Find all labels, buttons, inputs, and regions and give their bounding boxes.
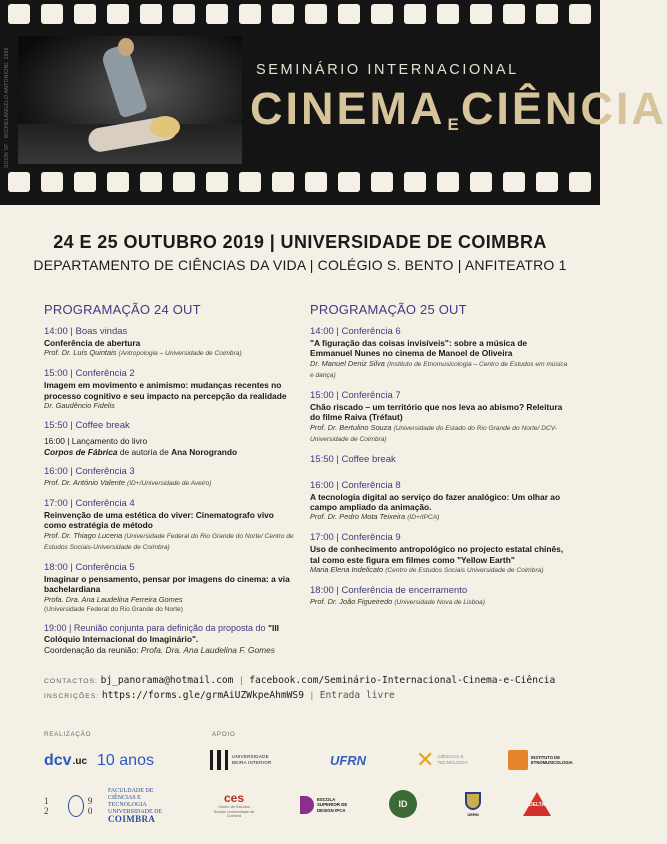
crest-shield-icon: [465, 792, 481, 810]
item-title: Uso de conhecimento antropológico no projecto estatal chinês, tal como este figura em filmes como "Yellow Earth": [310, 544, 564, 565]
program-item: [310, 454, 570, 466]
book-author: Ana Norogrando: [171, 446, 238, 457]
photo-credit: SOON SF · MICHELANGELO ANTONIONI, 1966: [4, 47, 10, 168]
ipca-logo-text: ESCOLA SUPERIOR DE DESIGN IPCA: [317, 796, 348, 813]
item-affiliation: (Universidade Federal do Rio Grande do Norte/ Centro de Estudos Sociais-Universidade de Coimbra): [44, 532, 294, 551]
item-time: 14:00 | Boas vindas: [44, 326, 128, 337]
program-item: [310, 532, 570, 576]
item-time: 17:00 | Conferência 4: [44, 498, 135, 510]
coordination-label: Coordenação da reunião:: [44, 644, 141, 655]
film-perforation: [173, 4, 195, 24]
seminar-title: [250, 84, 667, 150]
item-speaker: Prof. Dr. Thiago Lucena: [44, 530, 123, 540]
item-description: Reunião conjunta para definição da proposta do: [73, 622, 269, 633]
program-item: [44, 326, 294, 359]
film-perforation: [272, 172, 294, 192]
uern-crest-logo: [463, 790, 483, 818]
film-perforation: [536, 4, 558, 24]
item-time: 16:00 | Conferência 8: [310, 479, 401, 491]
crest-label: UERN: [467, 811, 479, 817]
film-perforation: [503, 4, 525, 24]
item-speaker: Prof. Dr. António Valente: [44, 478, 125, 488]
divider: |: [310, 690, 314, 701]
ces-logo-text: ces: [223, 791, 245, 806]
uc-year-left: 1 2: [44, 796, 55, 816]
seminar-subtitle: SEMINÁRIO INTERNACIONAL: [256, 62, 519, 78]
item-title: Imaginar o pensamento, pensar por imagens do cinema: a via bachelardiana: [44, 573, 290, 595]
item-speaker: Prof. Dr. Pedro Mota Teixeira: [310, 512, 406, 522]
uc-logo: [44, 787, 164, 824]
film-perforation: [41, 4, 63, 24]
uc-faculty: FACULDADE DE CIÊNCIAS E TECNOLOGIA: [108, 787, 154, 808]
contact-email-link[interactable]: bj_panorama@hotmail.com: [100, 675, 234, 686]
ciencias-tecnologia-logo: [416, 748, 474, 772]
contacts-label: CONTACTOS:: [44, 678, 98, 685]
item-time: 15:50 | Coffee break: [44, 420, 130, 432]
uc-name: COIMBRA: [108, 813, 156, 824]
item-title: Imagem em movimento e animismo: mudanças recentes no processo cognitivo e seu impacto na percepção da realidade: [44, 380, 287, 401]
id-roundel-logo: ID: [389, 790, 417, 818]
film-perforation: [206, 172, 228, 192]
coordination-name: Profa. Dra. Ana Laudelina F. Gomes: [140, 644, 275, 655]
item-title: Reinvenção de uma estética do viver: Cinematografo vivo como estratégia de método: [44, 510, 274, 531]
film-perforation: [173, 172, 195, 192]
film-perforation: [437, 4, 459, 24]
uc-seal-icon: [68, 795, 84, 817]
item-speaker: Prof. Dr. João Figueiredo: [310, 597, 393, 607]
film-perforation: [404, 172, 426, 192]
item-title: Chão riscado – um território que nos leva ao abismo? Releitura do filme Raiva (Tréfaut): [310, 401, 563, 423]
title-e: E: [447, 115, 459, 134]
film-perforation: [239, 172, 261, 192]
film-perforation: [569, 172, 591, 192]
dcv-anniversary: 10 anos: [97, 752, 154, 769]
film-perforation: [404, 4, 426, 24]
film-perforation: [140, 4, 162, 24]
program-day-1-heading: PROGRAMAÇÃO 24 OUT: [44, 302, 201, 317]
delta-label: DELTA: [529, 802, 545, 808]
program-item: [44, 436, 294, 457]
delta-logo: [522, 790, 552, 818]
book-title: Corpos de Fábrica: [44, 446, 118, 457]
item-time: 19:00 |: [44, 622, 74, 633]
item-affiliation: (Universidade Federal do Rio Grande do Norte): [44, 605, 183, 613]
film-perforation: [338, 172, 360, 192]
ces-logo-subtitle: Centro de Estudos Sociais Universidade de Coimbra: [213, 805, 255, 819]
program-day-1: [44, 302, 294, 664]
film-perforation: [371, 172, 393, 192]
film-perforation: [536, 172, 558, 192]
support-label: APOIO: [212, 731, 236, 738]
item-speaker: Prof. Dr. Bertulino Souza: [310, 422, 392, 432]
venue-line: DEPARTAMENTO DE CIÊNCIAS DA VIDA | COLÉGIO S. BENTO | ANFITEATRO 1: [33, 257, 567, 273]
inet-logo: [508, 748, 573, 772]
program-item: [44, 562, 294, 614]
film-perforation: [41, 172, 63, 192]
dcv-logo: [44, 752, 158, 770]
film-perforation: [305, 4, 327, 24]
dcv-logo-text: dcv: [44, 752, 72, 769]
film-perforation: [239, 4, 261, 24]
item-time: 18:00 | Conferência 5: [44, 561, 135, 573]
film-perforation: [206, 4, 228, 24]
item-time: 15:00 | Conferência 7: [310, 389, 401, 401]
item-title: "A figuração das coisas invisíveis": sobre a música de Emmanuel Nunes no cinema de Manoel de Oliveira: [310, 338, 528, 359]
film-perforation: [437, 172, 459, 192]
program-item: [310, 326, 570, 381]
film-perforation: [569, 4, 591, 24]
title-cinema: CINEMA: [250, 83, 446, 134]
film-perforation: [272, 4, 294, 24]
registration-form-link[interactable]: https://forms.gle/grmAiUZWkpeAhmWS9: [101, 690, 304, 701]
ces-logo: [212, 790, 256, 820]
dcv-logo-suffix: .uc: [72, 755, 88, 767]
item-time: 16:00 | Lançamento do livro: [44, 436, 148, 447]
item-time: 18:00 | Conferência de encerramento: [310, 585, 468, 597]
item-affiliation: (Universidade Nova de Lisboa): [394, 599, 485, 607]
film-perforation: [470, 4, 492, 24]
uc-year-right: 9 0: [87, 796, 99, 816]
item-affiliation: (ID+/IPCA): [407, 514, 440, 522]
film-perforation: [371, 4, 393, 24]
item-affiliation: (ID+/Universidade de Aveiro): [127, 480, 212, 488]
ipca-logo: [300, 794, 360, 816]
x-mark-icon: ✕: [416, 747, 435, 772]
registration-label: INSCRIÇÕES:: [44, 693, 100, 700]
contacts-block: [44, 674, 584, 704]
divider: |: [240, 675, 243, 686]
item-title: Conferência de abertura: [44, 338, 141, 348]
ubi-mark-icon: [210, 750, 228, 770]
inet-logo-text: INSTITUTO DE ETNOMUSICOLOGIA: [531, 754, 573, 765]
item-title: A tecnologia digital ao serviço do fazer analógico: Um olhar ao campo ampliado da animação.: [310, 491, 561, 513]
program-item: [44, 368, 294, 411]
item-affiliation: (Antropologia – Universidade de Coimbra): [118, 350, 242, 358]
program-item: [44, 623, 294, 655]
film-perforation: [338, 4, 360, 24]
uc-university: UNIVERSIDADE DE: [108, 808, 163, 815]
ipca-mark-icon: [300, 796, 314, 814]
program-item: [310, 480, 570, 524]
item-time: 17:00 | Conferência 9: [310, 532, 401, 544]
item-speaker: Profa. Dra. Ana Laudelina Ferreira Gomes: [44, 594, 183, 604]
film-perforation: [107, 4, 129, 24]
item-speaker: Prof. Dr. Luís Quintais: [44, 348, 117, 358]
item-time: 14:00 | Conferência 6: [310, 326, 401, 337]
item-speaker: Maria Elena Indelicato: [310, 565, 384, 575]
film-perforation: [305, 172, 327, 192]
film-perforation: [140, 172, 162, 192]
film-perforation: [470, 172, 492, 192]
film-perforation: [503, 172, 525, 192]
item-affiliation: (Universidade do Estado do Rio Grande do Norte/ DCV-Universidade de Coimbra): [310, 424, 558, 443]
program-day-2-heading: PROGRAMAÇÃO 25 OUT: [310, 302, 467, 317]
ufrn-logo: UFRN: [329, 752, 367, 768]
film-perforation: [74, 4, 96, 24]
inet-mark-icon: [508, 750, 528, 770]
ciencias-tecnologia-text: CIÊNCIAS & TECNOLOGIA: [437, 754, 468, 765]
film-perforation: [107, 172, 129, 192]
free-entry-note: Entrada livre: [319, 690, 395, 701]
uc-logo-text: [108, 788, 164, 825]
program-item: [44, 498, 294, 553]
film-perforation: [74, 172, 96, 192]
program-day-2: [310, 302, 570, 617]
film-strip-banner: [0, 0, 667, 205]
book-by: de autoria de: [117, 446, 172, 457]
item-speaker: Dr. Manuel Deniz Silva: [310, 358, 385, 368]
organizer-label: REALIZAÇÃO: [44, 731, 92, 738]
date-location-line: 24 E 25 OUTUBRO 2019 | UNIVERSIDADE DE COIMBRA: [53, 232, 547, 252]
item-affiliation: (Centro de Estudos Sociais Universidade de Coimbra): [385, 567, 544, 575]
item-time: 15:00 | Conferência 2: [44, 368, 135, 380]
program-item: [310, 390, 570, 445]
ubi-logo-text: UNIVERSIDADE BEIRA INTERIOR: [232, 754, 272, 765]
film-perforations-top: [0, 4, 600, 26]
item-affiliation: (Instituto de Etnomusicologia – Centro de Estudos em música e dança): [310, 360, 568, 379]
film-perforation: [8, 4, 30, 24]
item-speaker: Dr. Gaudêncio Fidelis: [44, 401, 115, 411]
ubi-logo: [210, 748, 276, 772]
facebook-link[interactable]: facebook.com/Seminário-Internacional-Cinema-e-Ciência: [249, 675, 556, 686]
item-time: 15:50 | Coffee break: [310, 453, 396, 465]
film-perforation: [8, 172, 30, 192]
item-title: "III Colóquio Internacional do Imaginário".: [44, 622, 279, 644]
title-ciencia: CIÊNCIA: [460, 83, 667, 134]
program-item: [44, 420, 294, 432]
program-item: [44, 466, 294, 489]
program-item: [310, 585, 570, 608]
item-time: 16:00 | Conferência 3: [44, 466, 135, 478]
film-perforations-bottom: [0, 172, 600, 194]
film-still-photo: [18, 36, 242, 164]
